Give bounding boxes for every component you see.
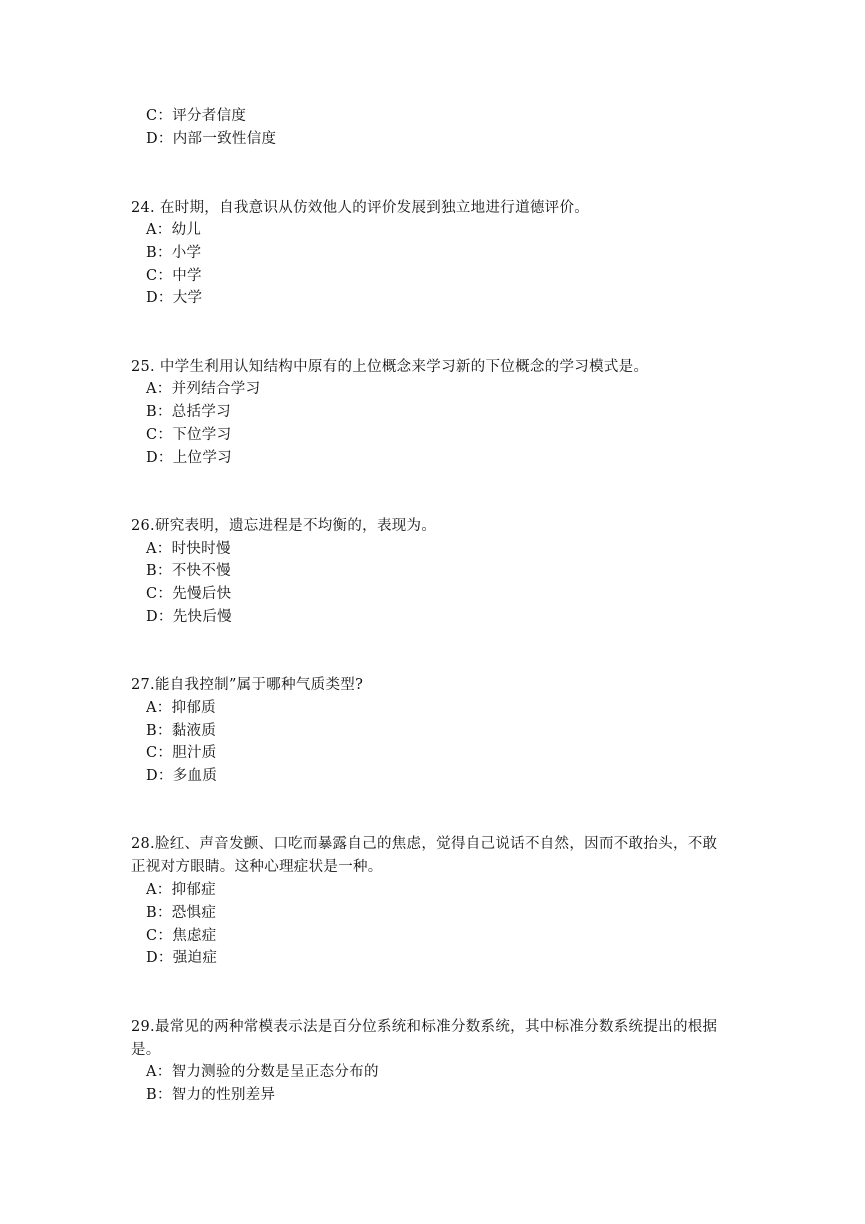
question-24-option-c: C：中学 xyxy=(146,268,202,284)
question-24-option-b: B：小学 xyxy=(146,245,202,261)
question-25-option-b: B：总括学习 xyxy=(146,404,231,420)
question-26-stem: 26.研究表明，遗忘进程是不均衡的，表现为。 xyxy=(131,518,437,534)
question-26-option-b: B：不快不慢 xyxy=(146,563,231,579)
question-26-option-a: A：时快时慢 xyxy=(146,541,231,557)
question-28-option-a: A：抑郁症 xyxy=(146,882,216,898)
question-29-stem-line2: 是。 xyxy=(131,1042,161,1058)
option-d-prev: D：内部一致性信度 xyxy=(146,131,277,147)
question-27-option-d: D：多血质 xyxy=(146,768,218,784)
question-28-option-d: D：强迫症 xyxy=(146,950,218,966)
question-25-stem: 25. 中学生利用认知结构中原有的上位概念来学习新的下位概念的学习模式是。 xyxy=(131,359,649,375)
question-25-option-d: D：上位学习 xyxy=(146,450,232,466)
question-28-option-c: C：焦虑症 xyxy=(146,928,217,944)
option-c-prev: C：评分者信度 xyxy=(146,108,247,124)
question-28-stem-line1: 28.脸红、声音发颤、口吃而暴露自己的焦虑，觉得自己说话不自然，因而不敢抬头，不敢 xyxy=(131,836,718,852)
question-24-stem: 24. 在时期，自我意识从仿效他人的评价发展到独立地进行道德评价。 xyxy=(131,200,590,216)
question-24-option-a: A：幼儿 xyxy=(146,222,202,238)
question-26-option-d: D：先快后慢 xyxy=(146,609,232,625)
question-29-option-a: A：智力测验的分数是呈正态分布的 xyxy=(146,1064,379,1080)
question-28-stem-line2: 正视对方眼睛。这种心理症状是一种。 xyxy=(131,859,383,875)
question-25-option-c: C：下位学习 xyxy=(146,427,232,443)
question-24-option-d: D：大学 xyxy=(146,290,203,306)
question-28-option-b: B：恐惧症 xyxy=(146,905,217,921)
question-27-option-b: B：黏液质 xyxy=(146,723,217,739)
question-29-stem-line1: 29.最常见的两种常模表示法是百分位系统和标准分数系统，其中标准分数系统提出的根据 xyxy=(131,1019,718,1035)
question-27-option-c: C：胆汁质 xyxy=(146,745,217,761)
question-27-option-a: A：抑郁质 xyxy=(146,700,216,716)
question-26-option-c: C：先慢后快 xyxy=(146,586,232,602)
question-27-stem: 27.能自我控制”属于哪种气质类型? xyxy=(131,677,364,693)
question-25-option-a: A：并列结合学习 xyxy=(146,381,261,397)
question-29-option-b: B：智力的性别差异 xyxy=(146,1087,276,1103)
